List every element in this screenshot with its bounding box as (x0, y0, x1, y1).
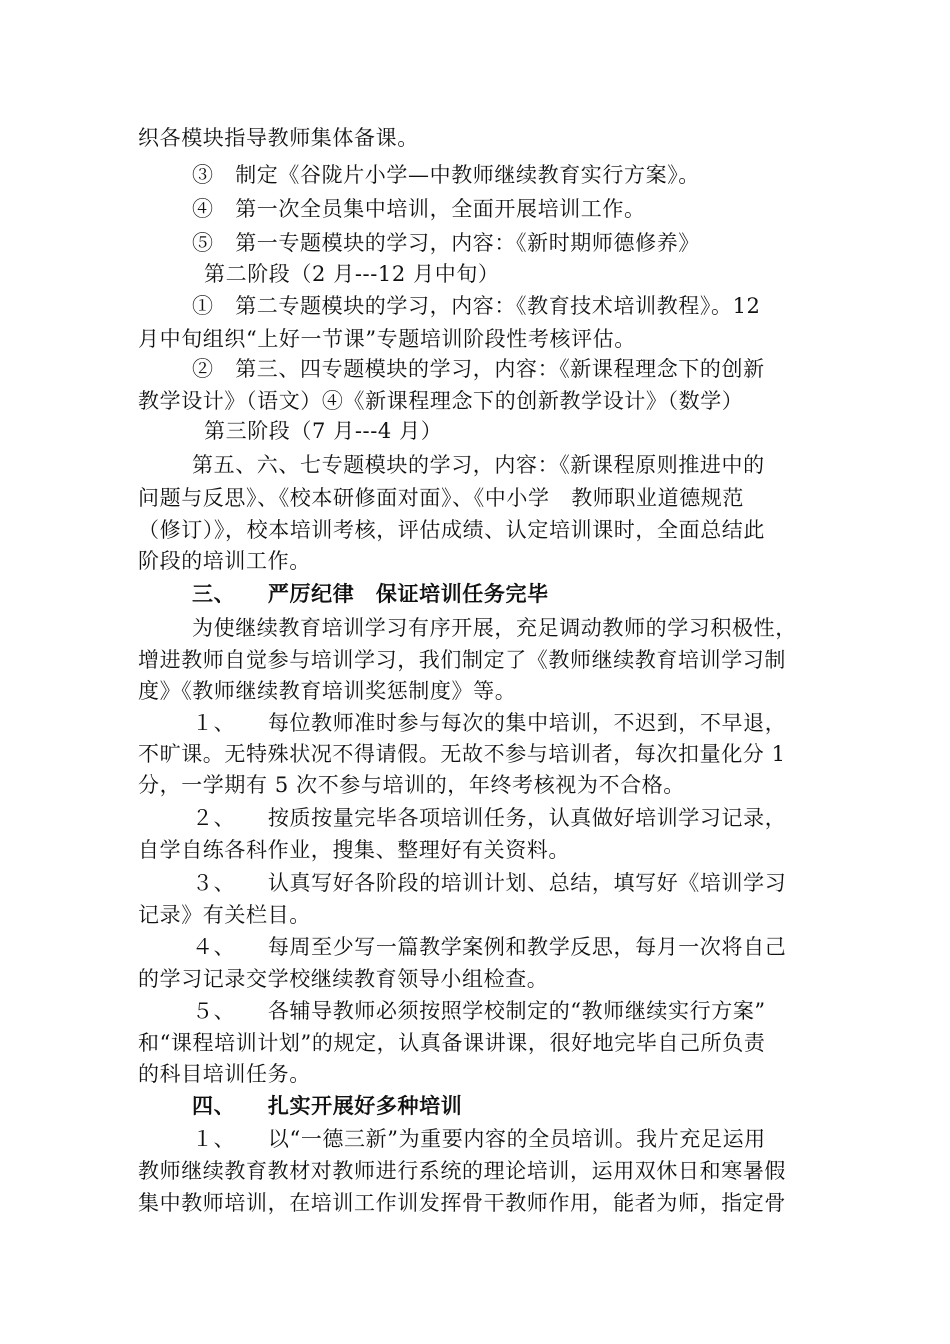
text-line: ２、 按质按量完毕各项培训任务，认真做好培训学习记录， (192, 806, 787, 830)
text-line: 问题与反思》、《校本研修面对面》、《中小学 教师职业道德规范 (138, 486, 744, 510)
text-line: 的学习记录交学校继续教育领导小组检查。 (138, 967, 549, 991)
text-line: ４、 每周至少写一篇教学案例和教学反思，每月一次将自己 (192, 935, 787, 959)
section-heading: 四、 扎实开展好多种培训 (192, 1093, 463, 1118)
text-line: ⑤ 第一专题模块的学习，内容：《新时期师德修养》 (192, 231, 700, 255)
text-line: 增进教师自觉参与培训学习，我们制定了《教师继续教育培训学习制 (138, 648, 786, 672)
text-line: 教师继续教育教材对教师进行系统的理论培训，运用双休日和寒暑假 (138, 1159, 786, 1183)
text-line: ３、 认真写好各阶段的培训计划、总结，填写好《培训学习 (192, 871, 787, 895)
text-line: 的科目培训任务。 (138, 1062, 311, 1086)
text-line: 度》《教师继续教育培训奖惩制度》等。 (138, 679, 517, 703)
text-line: 不旷课。无特殊状况不得请假。无故不参与培训者，每次扣量化分 1 (138, 742, 786, 766)
text-line: 阶段的培训工作。 (138, 549, 311, 573)
text-line: 教学设计》（语文）④《新课程理念下的创新教学设计》（数学） (138, 389, 744, 413)
text-line: ① 第二专题模块的学习，内容：《教育技术培训教程》。12 (192, 294, 761, 318)
text-line: １、 每位教师准时参与每次的集中培训，不迟到，不早退， (192, 711, 787, 735)
section-heading: 三、 严厉纪律 保证培训任务完毕 (192, 581, 549, 606)
text-line: １、 以“一德三新”为重要内容的全员培训。我片充足运用 (192, 1127, 766, 1151)
text-line: ③ 制定《谷陇片小学—中教师继续教育实行方案》。 (192, 163, 700, 187)
text-line: 自学自练各科作业，搜集、整理好有关资料。 (138, 838, 570, 862)
section-heading: 第三阶段（7 月---4 月） (204, 419, 443, 443)
text-line: 集中教师培训，在培训工作训发挥骨干教师作用，能者为师，指定骨 (138, 1191, 786, 1215)
section-heading: 第二阶段（2 月---12 月中旬） (204, 262, 500, 286)
text-line: ② 第三、四专题模块的学习，内容：《新课程理念下的创新 (192, 357, 765, 381)
text-line: 分，一学期有 5 次不参与培训的，年终考核视为不合格。 (138, 773, 685, 797)
text-line: （修订）》，校本培训考核，评估成绩、认定培训课时，全面总结此 (138, 518, 765, 542)
text-line: 和“课程培训计划”的规定，认真备课讲课，很好地完毕自己所负责 (138, 1031, 766, 1055)
text-line: 第五、六、七专题模块的学习，内容：《新课程原则推进中的 (192, 453, 765, 477)
text-line: 织各模块指导教师集体备课。 (138, 126, 419, 150)
text-line: ５、 各辅导教师必须按照学校制定的“教师继续实行方案” (192, 999, 766, 1023)
text-line: 月中旬组织“上好一节课”专题培训阶段性考核评估。 (138, 327, 636, 351)
text-line: 为使继续教育培训学习有序开展，充足调动教师的学习积极性， (192, 616, 797, 640)
text-line: 记录》有关栏目。 (138, 903, 311, 927)
text-line: ④ 第一次全员集中培训，全面开展培训工作。 (192, 197, 646, 221)
